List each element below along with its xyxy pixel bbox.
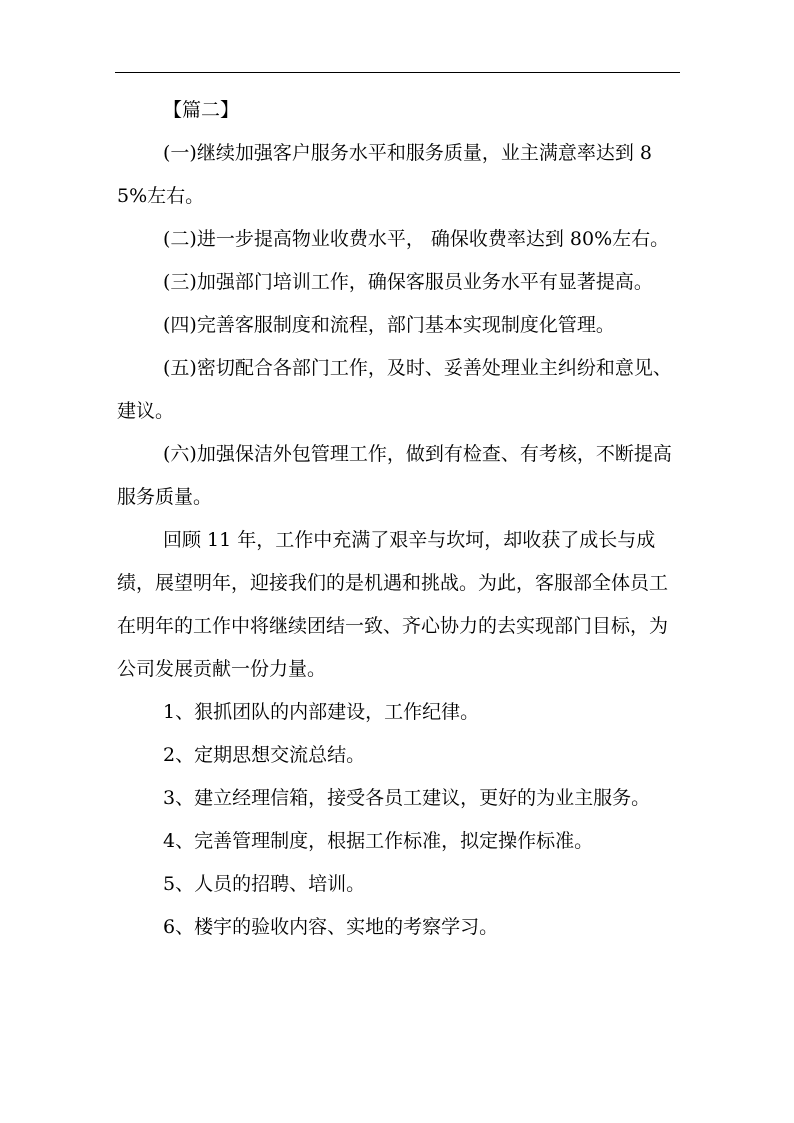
document-body: [117, 89, 680, 949]
list-item-3: 3、建立经理信箱，接受各员工建议，更好的为业主服务。: [163, 787, 651, 809]
paragraph-goal-1: (一)继续加强客户服务水平和服务质量，业主满意率达到 85%左右。: [117, 142, 652, 207]
paragraph-goal-2: (二)进一步提高物业收费水平， 确保收费率达到 80%左右。: [163, 228, 670, 250]
paragraph-goal-4: (四)完善客服制度和流程，部门基本实现制度化管理。: [163, 314, 615, 336]
section-title: 【篇二】: [163, 99, 240, 121]
paragraph-review: 回顾 11 年，工作中充满了艰辛与坎坷，却收获了成长与成绩，展望明年，迎接我们的是机遇和挑战。为此，客服部全体员工在明年的工作中将继续团结一致、齐心协力的去实现部门目标，为公司发展贡献一份力量。: [117, 529, 669, 680]
list-item-6: 6、楼宇的验收内容、实地的考察学习。: [163, 916, 499, 938]
list-item-4: 4、完善管理制度，根据工作标准，拟定操作标准。: [163, 830, 594, 852]
paragraph-goal-3: (三)加强部门培训工作，确保客服员业务水平有显著提高。: [163, 271, 653, 293]
list-item-1: 1、狠抓团队的内部建设，工作纪律。: [163, 701, 480, 723]
list-item-2: 2、定期思想交流总结。: [163, 744, 366, 766]
paragraph-goal-5: (五)密切配合各部门工作，及时、妥善处理业主纠纷和意见、建议。: [117, 357, 672, 422]
paragraph-goal-6: (六)加强保洁外包管理工作，做到有检查、有考核，不断提高服务质量。: [117, 443, 672, 508]
header-rule: [115, 72, 680, 73]
list-item-5: 5、人员的招聘、培训。: [163, 873, 366, 895]
